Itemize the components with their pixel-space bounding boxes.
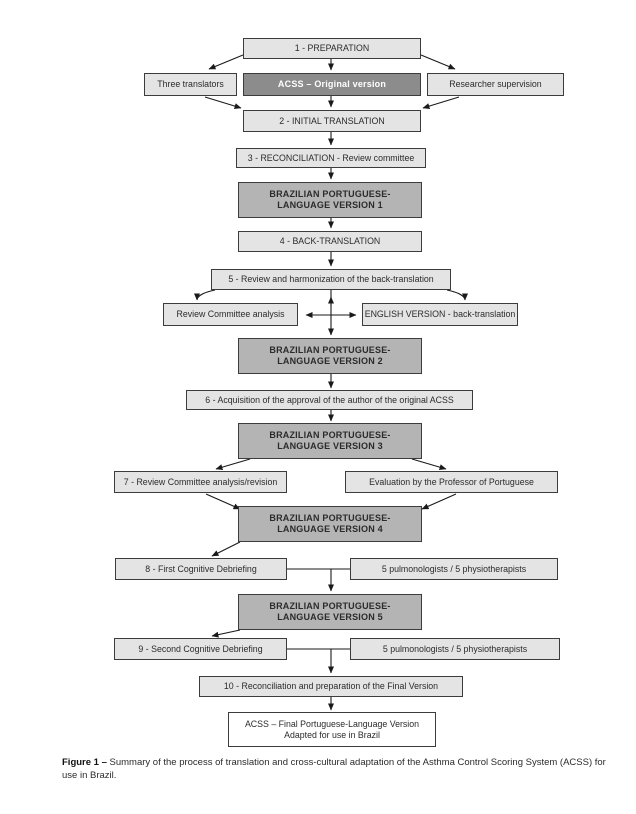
node-version3-line1: BRAZILIAN PORTUGUESE- [269,430,391,440]
node-version5 [238,594,422,630]
node-step8-first-cognitive-debriefing [115,558,287,580]
node-panel-first-debriefing [350,558,558,580]
node-version3 [238,423,422,459]
node-version2-line1: BRAZILIAN PORTUGUESE- [269,345,391,355]
node-step9-second-cognitive-debriefing [114,638,287,660]
node-final-line1: ACSS – Final Portuguese-Language Version [244,718,420,729]
node-step3-reconciliation [236,148,426,168]
node-version5-line1: BRAZILIAN PORTUGUESE- [269,601,391,611]
node-step1-label: 1 - PREPARATION [294,43,370,53]
node-step2-initial-translation [243,110,421,132]
node-step4-label: 4 - BACK-TRANSLATION [279,236,381,246]
node-step6-label: 6 - Acquisition of the approval of the author of the original ACSS [205,394,454,405]
node-step9-label: 9 - Second Cognitive Debriefing [138,643,263,654]
node-step10-final-reconciliation [199,676,463,697]
figure-caption [62,756,614,782]
node-step3-label: 3 - RECONCILIATION - Review committee [247,152,415,163]
node-panel-second-debriefing [350,638,560,660]
node-step10-label: 10 - Reconciliation and preparation of the Final Version [223,681,439,691]
node-professor-evaluation-label: Evaluation by the Professor of Portuguese [369,476,534,487]
figure-caption-prefix: Figure 1 – [62,757,107,768]
node-final-line2: Adapted for use in Brazil [284,729,380,740]
node-version5-line2: LANGUAGE VERSION 5 [277,612,383,622]
node-step1-preparation [243,38,421,59]
node-acss-original-label: ACSS – Original version [277,79,387,89]
node-step2-label: 2 - INITIAL TRANSLATION [279,115,385,126]
node-panel-first-label: 5 pulmonologists / 5 physiotherapists [381,563,527,574]
node-acss-original-version [243,73,421,96]
node-acss-final-version [228,712,436,747]
node-version4-line1: BRAZILIAN PORTUGUESE- [269,513,391,523]
node-review-committee-analysis [163,303,298,326]
node-panel-second-label: 5 pulmonologists / 5 physiotherapists [382,643,528,654]
node-step5-label: 5 - Review and harmonization of the back-translation [228,274,434,284]
node-version4 [238,506,422,542]
node-version1 [238,182,422,218]
node-version4-line2: LANGUAGE VERSION 4 [277,524,383,534]
node-researcher-supervision-label: Researcher supervision [449,79,542,89]
node-english-version-label: ENGLISH VERSION - back-translation [364,309,516,319]
node-step7-review-committee-revision [114,471,287,493]
node-version1-line1: BRAZILIAN PORTUGUESE- [269,189,391,199]
node-step6-author-approval [186,390,473,410]
node-step5-review-harmonization [211,269,451,290]
node-version3-line2: LANGUAGE VERSION 3 [277,441,383,451]
figure-caption-text: Summary of the process of translation and cross-cultural adaptation of the Asthma Control Scoring System (ACSS) for use in Brazil. [62,757,606,781]
node-researcher-supervision [427,73,564,96]
node-three-translators [144,73,237,96]
node-step8-label: 8 - First Cognitive Debriefing [145,563,257,574]
node-professor-evaluation [345,471,558,493]
node-review-committee-analysis-label: Review Committee analysis [176,309,285,319]
node-version2-line2: LANGUAGE VERSION 2 [277,356,383,366]
node-version1-line2: LANGUAGE VERSION 1 [277,200,383,210]
node-english-version-back-translation [362,303,518,326]
node-three-translators-label: Three translators [157,79,224,89]
node-version2 [238,338,422,374]
node-step4-back-translation [238,231,422,252]
node-step7-label: 7 - Review Committee analysis/revision [123,476,278,487]
